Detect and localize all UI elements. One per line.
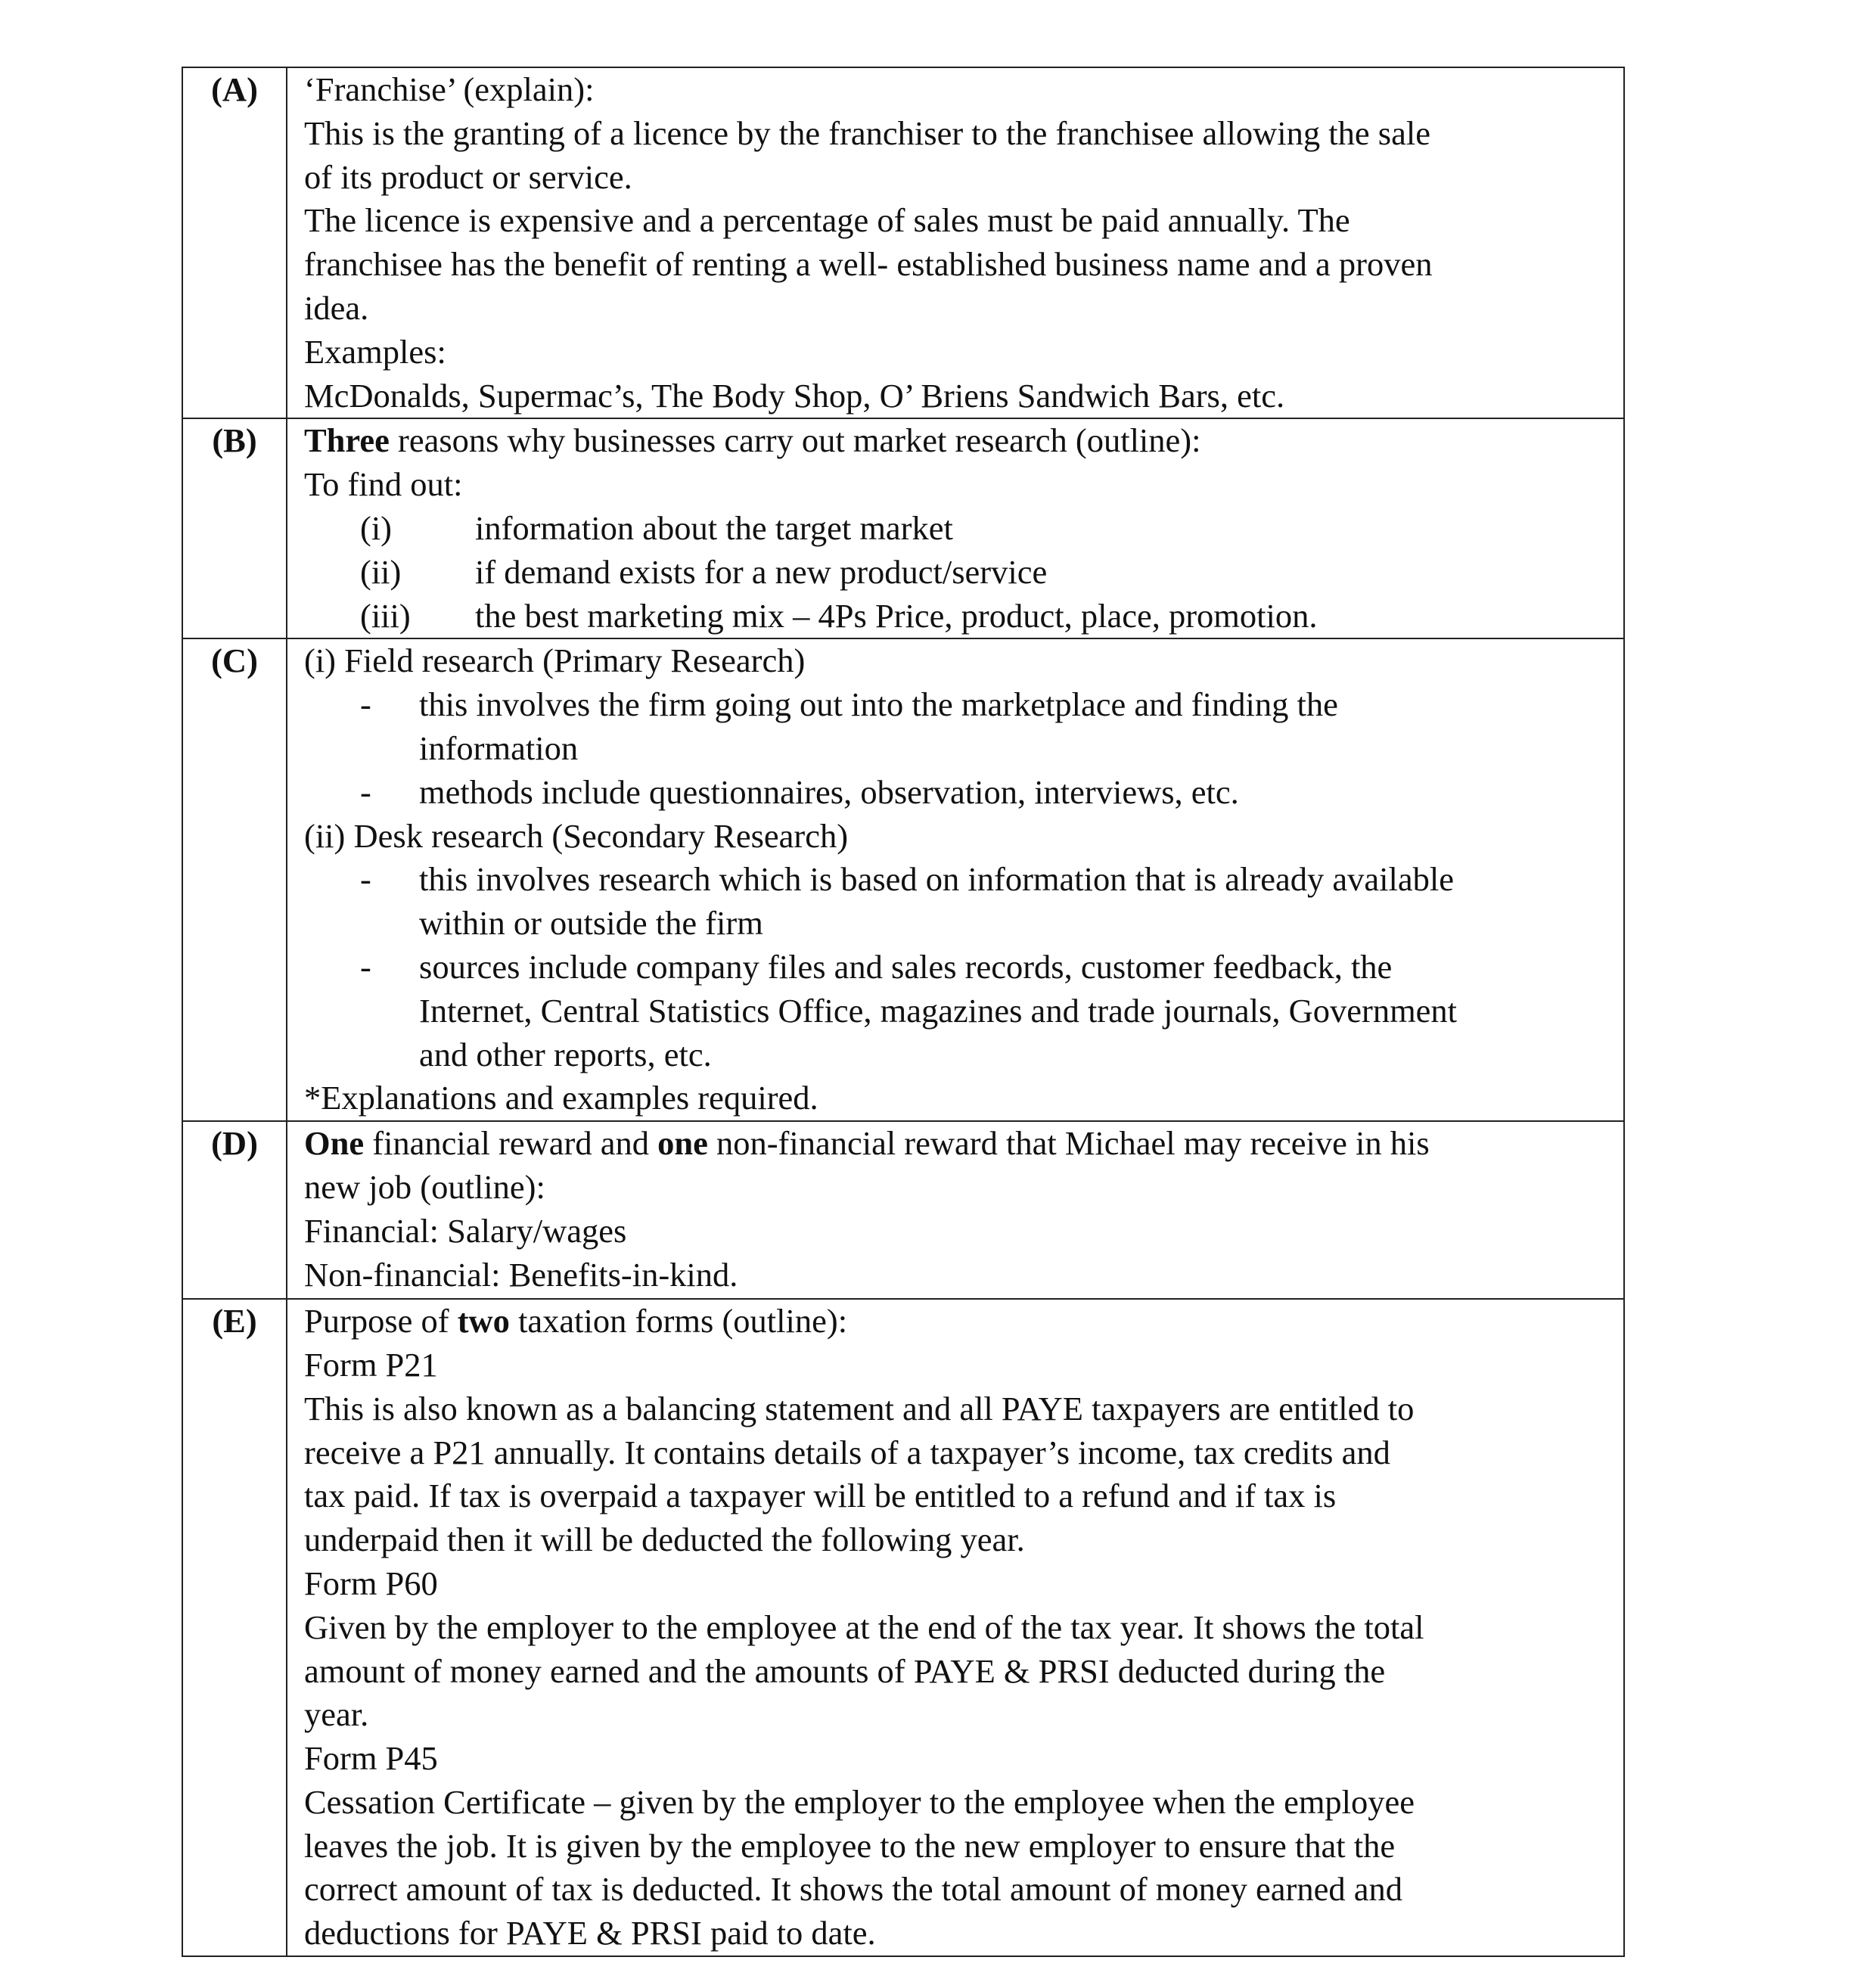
section-b-row: [182, 418, 1624, 638]
heading-emphasis: Three: [304, 421, 390, 460]
dash-marker: -: [360, 947, 371, 986]
list-item: [304, 507, 1617, 551]
text-line: methods include questionnaires, observation, interviews, etc.: [419, 772, 1239, 811]
text-line: McDonalds, Supermac’s, The Body Shop, O’ Briens Sandwich Bars, etc.: [304, 376, 1285, 415]
field-research-heading: (i) Field research (Primary Research): [304, 641, 806, 680]
section-c-label: (C): [182, 638, 287, 1121]
section-d-label: (D): [182, 1121, 287, 1299]
bullet-text: [419, 771, 1617, 815]
heading-text: reasons why businesses carry out market research (outline):: [389, 421, 1201, 460]
heading-emphasis: One: [304, 1124, 365, 1163]
section-c-row: [182, 638, 1624, 1121]
text-line: of its product or service.: [304, 157, 632, 196]
section-d-content: [287, 1121, 1624, 1299]
bullet-item: [304, 858, 1617, 946]
text-line: idea.: [304, 288, 369, 327]
text-line: tax paid. If tax is overpaid a taxpayer will be entitled to a refund and if tax is: [304, 1477, 1337, 1515]
section-d-heading: [304, 1122, 1617, 1166]
heading-emphasis: one: [657, 1124, 708, 1163]
section-b-content: [287, 418, 1624, 638]
heading-text: non-financial reward that Michael may receive in his: [707, 1124, 1430, 1163]
section-c-content: [287, 638, 1624, 1121]
list-item: [304, 551, 1617, 595]
bullet-item: [304, 946, 1617, 1076]
section-b-intro: To find out:: [304, 465, 463, 504]
dash-marker: -: [360, 772, 371, 811]
text-line: leaves the job. It is given by the employee to the new employer to ensure that the: [304, 1826, 1396, 1865]
desk-research-heading: (ii) Desk research (Secondary Research): [304, 816, 849, 855]
form-p60-title: Form P60: [304, 1564, 438, 1602]
text-line: The licence is expensive and a percentage of sales must be paid annually. The: [304, 201, 1350, 240]
list-text: information about the target market: [475, 508, 953, 547]
bullet-item: [304, 683, 1617, 771]
list-number: (iii): [360, 596, 411, 635]
section-c-note: *Explanations and examples required.: [304, 1079, 818, 1117]
text-line: Cessation Certificate – given by the employer to the employee when the employee: [304, 1782, 1415, 1821]
marking-scheme-table: [182, 67, 1625, 1957]
list-text: the best marketing mix – 4Ps Price, product, place, promotion.: [475, 596, 1318, 635]
section-a-label: (A): [182, 67, 287, 418]
bullet-item: [304, 771, 1617, 815]
section-b-label: (B): [182, 418, 287, 638]
text-line: information: [419, 728, 579, 767]
section-e-content: [287, 1299, 1624, 1956]
section-d-row: [182, 1121, 1624, 1299]
section-d-heading-cont: new job (outline):: [304, 1167, 545, 1206]
text-line: deductions for PAYE & PRSI paid to date.: [304, 1914, 876, 1952]
bullet-text: [419, 858, 1617, 946]
section-e-heading: [304, 1300, 1617, 1344]
list-item: [304, 595, 1617, 638]
financial-reward: Financial: Salary/wages: [304, 1211, 627, 1250]
text-line: this involves research which is based on information that is already available: [419, 860, 1454, 899]
section-b-heading: [304, 419, 1617, 463]
heading-text: financial reward and: [364, 1124, 658, 1163]
text-line: and other reports, etc.: [419, 1035, 712, 1073]
text-line: sources include company files and sales records, customer feedback, the: [419, 947, 1393, 986]
text-line: amount of money earned and the amounts of PAYE & PRSI deducted during the: [304, 1651, 1386, 1690]
list-text: if demand exists for a new product/service: [475, 552, 1048, 591]
text-line: within or outside the firm: [419, 904, 763, 943]
section-a-content: [287, 67, 1624, 418]
text-line: This is the granting of a licence by the franchiser to the franchisee allowing the sale: [304, 113, 1430, 152]
non-financial-reward: Non-financial: Benefits-in-kind.: [304, 1255, 738, 1294]
list-number: (i): [360, 508, 393, 547]
text-line: Examples:: [304, 332, 446, 371]
text-line: Internet, Central Statistics Office, magazines and trade journals, Government: [419, 991, 1458, 1030]
form-p21-title: Form P21: [304, 1345, 438, 1384]
text-line: receive a P21 annually. It contains details of a taxpayer’s income, tax credits and: [304, 1433, 1390, 1471]
bullet-text: [419, 683, 1617, 771]
text-line: this involves the firm going out into the marketplace and finding the: [419, 685, 1338, 724]
heading-text: Purpose of: [304, 1302, 458, 1340]
heading-emphasis: two: [457, 1302, 510, 1340]
section-e-row: [182, 1299, 1624, 1956]
section-a-row: [182, 67, 1624, 418]
list-number: (ii): [360, 552, 402, 591]
dash-marker: -: [360, 685, 371, 724]
text-line: franchisee has the benefit of renting a well- established business name and a proven: [304, 245, 1433, 284]
heading-text: taxation forms (outline):: [509, 1302, 848, 1340]
text-line: This is also known as a balancing statement and all PAYE taxpayers are entitled to: [304, 1389, 1415, 1427]
text-line: underpaid then it will be deducted the following year.: [304, 1521, 1025, 1559]
section-a-heading: ‘Franchise’ (explain):: [304, 70, 595, 108]
section-e-label: (E): [182, 1299, 287, 1956]
text-line: correct amount of tax is deducted. It shows the total amount of money earned and: [304, 1870, 1402, 1909]
form-p45-title: Form P45: [304, 1739, 438, 1778]
dash-marker: -: [360, 860, 371, 899]
text-line: Given by the employer to the employee at the end of the tax year. It shows the total: [304, 1608, 1424, 1646]
text-line: year.: [304, 1695, 369, 1734]
bullet-text: [419, 946, 1617, 1076]
